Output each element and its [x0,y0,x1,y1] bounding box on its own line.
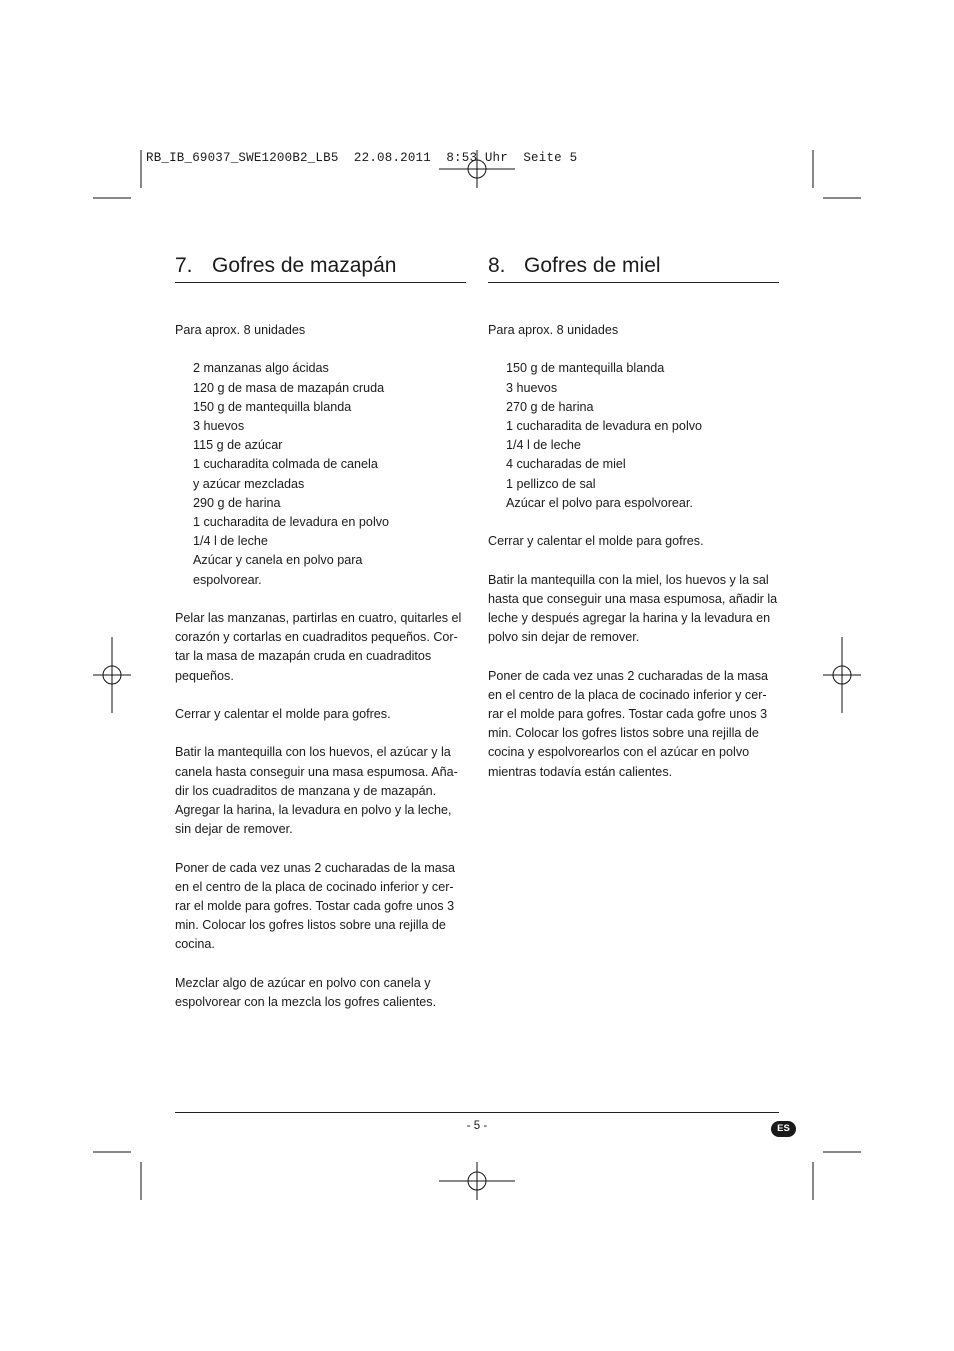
text-line: canela hasta conseguir una masa espumosa. Aña- [175,764,458,779]
section-title: Gofres de miel [524,254,661,277]
text-line: en el centro de la placa de cocinado inferior y cer- [488,687,767,702]
text-line: leche y después agregar la harina y la levadura en [488,611,771,625]
ingredient-item: Azúcar el polvo para espolvorear. [506,495,693,510]
text-line: en el centro de la placa de cocinado inferior y cer- [175,879,454,894]
text-line: Cerrar y calentar el molde para gofres. [175,707,391,722]
instruction-paragraph [175,705,466,724]
recipe-body [175,321,466,1012]
text-line: polvo sin dejar de remover. [488,630,640,645]
text-line: dir los cuadraditos de manzana y de mazapán. [175,783,437,798]
text-line: cocina. [175,937,215,952]
recipe-marzipan-waffles [175,252,466,1031]
ingredient-item: 270 g de harina [506,399,594,414]
text-line: rar el molde para gofres. Tostar cada gofre unos 3 [175,899,455,914]
instruction-paragraph [175,609,466,686]
ingredient-item: 150 g de mantequilla blanda [506,361,665,376]
recipe-honey-waffles [488,252,779,801]
page-number: - 5 - [466,1120,488,1132]
section-heading [175,252,466,283]
text-line: Agregar la harina, la levadura en polvo y la leche, [175,803,452,818]
ingredient-item: 1 cucharadita colmada de canela [193,457,378,472]
ingredient-item: 1 cucharadita de levadura en polvo [506,419,703,433]
ingredient-item: Azúcar y canela en polvo para [193,553,363,568]
ingredient-item: 4 cucharadas de miel [506,457,626,472]
text-line: espolvorear con la mezcla los gofres calientes. [175,995,437,1010]
instruction-paragraph [175,974,466,1012]
text-line: sin dejar de remover. [175,822,293,837]
section-number: 7. [175,254,193,277]
text-line: Poner de cada vez unas 2 cucharadas de la masa [488,668,769,683]
text-line: corazón y cortarlas en cuadraditos pequeños. Cor- [175,630,458,645]
ingredient-item: 1/4 l de leche [506,438,581,453]
instruction-paragraph [488,571,779,648]
text-line: min. Colocar los gofres listos sobre una rejilla de [175,918,446,933]
ingredient-item: 3 huevos [193,419,245,433]
ingredient-item: 3 huevos [506,380,558,395]
instruction-paragraph [175,743,466,839]
language-badge: ES [771,1121,796,1137]
text-line: tar la masa de mazapán cruda en cuadraditos [175,649,432,664]
yield-text: Para aprox. 8 unidades [175,323,306,337]
ingredient-item: 1 pellizco de sal [506,476,596,491]
ingredient-item: 1 cucharadita de levadura en polvo [193,515,390,530]
yield-text: Para aprox. 8 unidades [488,323,619,337]
print-slug: RB_IB_69037_SWE1200B2_LB5 22.08.2011 8:53 Uhr Seite 5 [146,151,578,165]
section-number: 8. [488,254,506,277]
text-line: Mezclar algo de azúcar en polvo con canela y [175,975,431,990]
text-line: Cerrar y calentar el molde para gofres. [488,534,704,549]
text-line: Pelar las manzanas, partirlas en cuatro, quitarles el [175,611,462,626]
text-line: min. Colocar los gofres listos sobre una rejilla de [488,726,759,741]
ingredient-item: 290 g de harina [193,495,281,510]
ingredient-item: espolvorear. [193,572,262,587]
text-line: cocina y espolvorearlos con el azúcar en polvo [488,745,750,760]
text-line: Poner de cada vez unas 2 cucharadas de la masa [175,860,456,875]
ingredient-item: y azúcar mezcladas [193,476,305,491]
instruction-paragraph [488,532,779,551]
ingredient-item: 2 manzanas algo ácidas [193,361,329,376]
text-line: hasta que conseguir una masa espumosa, añadir la [488,591,778,606]
text-line: pequeños. [175,668,234,683]
ingredient-list [193,359,466,589]
section-heading [488,252,779,283]
text-line: rar el molde para gofres. Tostar cada gofre unos 3 [488,707,768,721]
text-line: mientras todavía están calientes. [488,764,673,779]
ingredient-item: 1/4 l de leche [193,534,268,549]
instruction-paragraph [175,859,466,955]
recipe-body [488,321,779,782]
ingredient-item: 150 g de mantequilla blanda [193,399,352,414]
instruction-paragraph [488,667,779,782]
text-line: Batir la mantequilla con la miel, los huevos y la sal [488,572,769,587]
text-line: Batir la mantequilla con los huevos, el azúcar y la [175,745,451,760]
ingredient-item: 120 g de masa de mazapán cruda [193,380,385,395]
ingredient-list [506,359,779,513]
section-title: Gofres de mazapán [212,254,397,277]
ingredient-item: 115 g de azúcar [193,438,283,453]
footer-rule [175,1112,779,1113]
